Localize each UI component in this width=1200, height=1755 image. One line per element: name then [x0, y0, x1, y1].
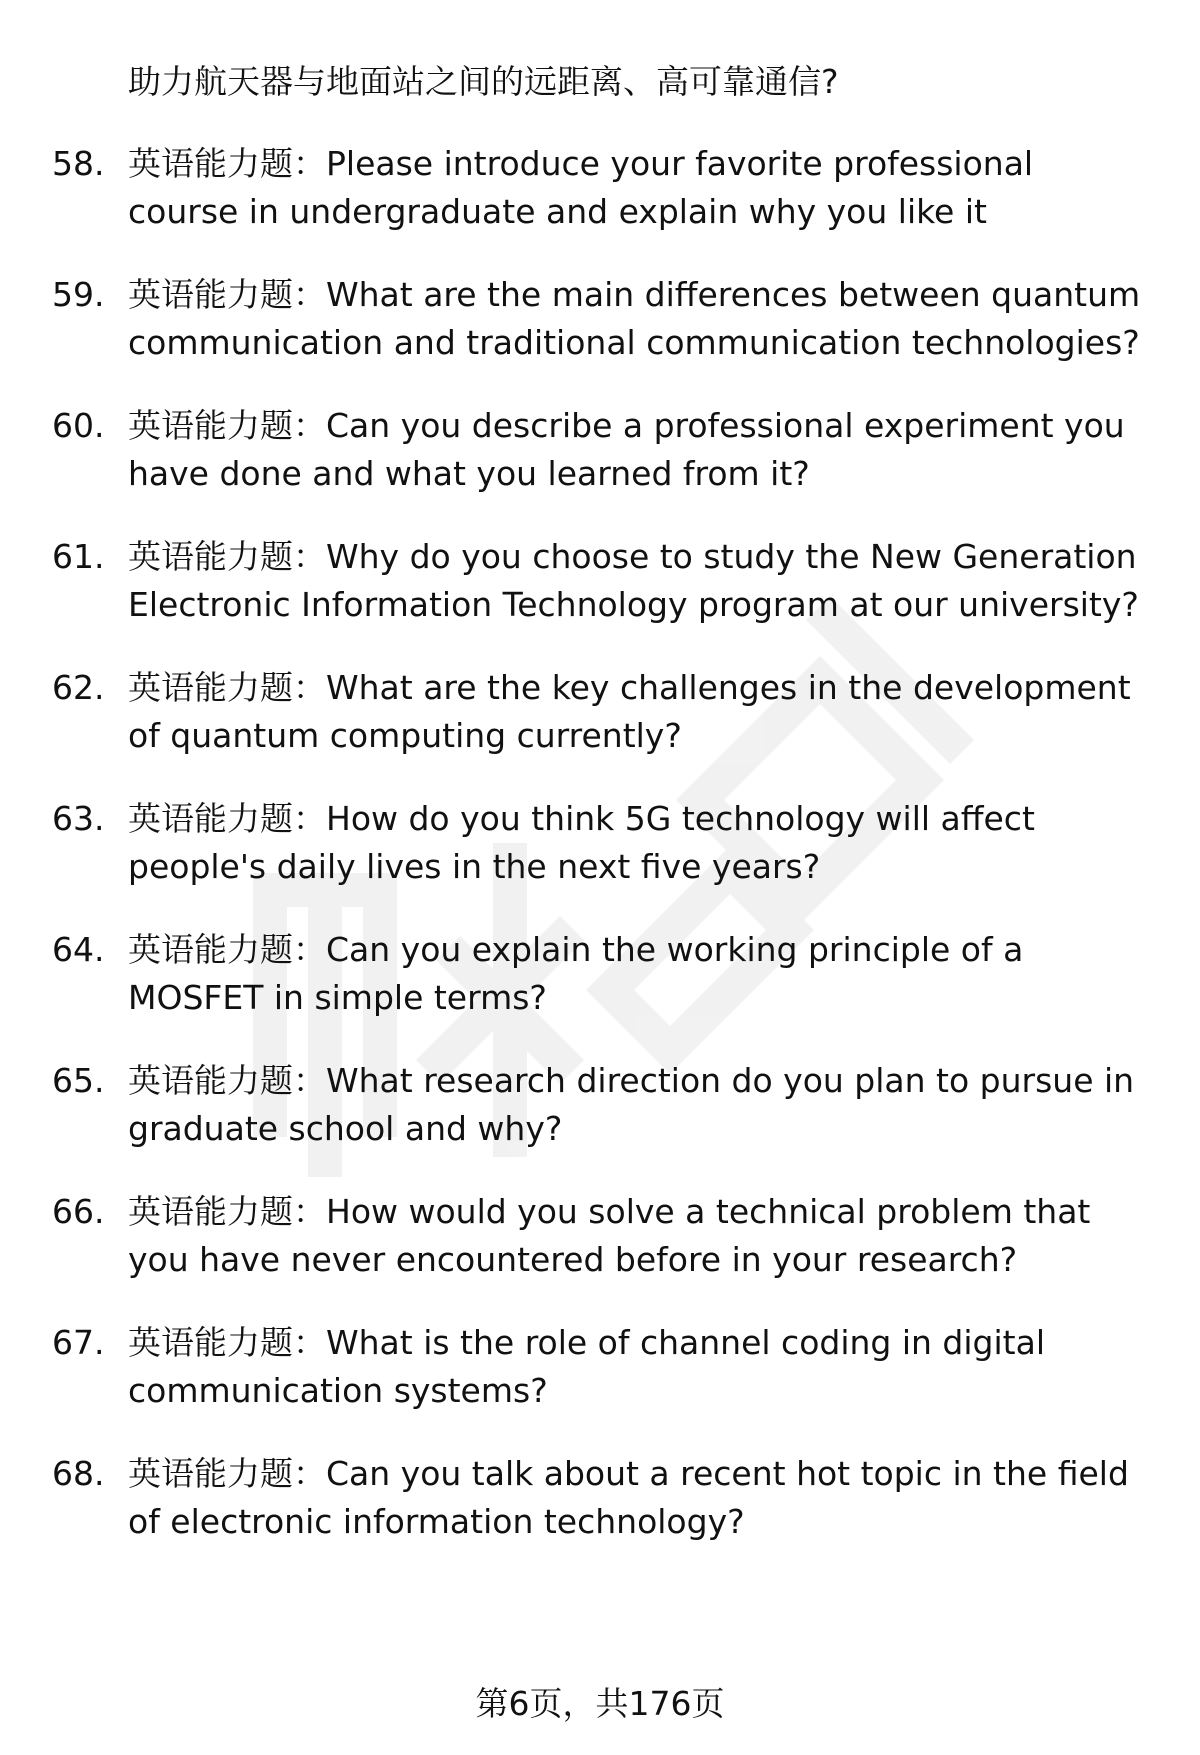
- question-item: [0, 1450, 1200, 1546]
- question-number: 65.: [52, 1061, 105, 1100]
- question-body: What are the key challenges in the development of quantum computing currently?: [128, 668, 1131, 755]
- question-item: [0, 533, 1200, 629]
- question-text: [128, 402, 1148, 498]
- question-item: [0, 795, 1200, 891]
- question-prefix: 英语能力题：: [128, 406, 326, 445]
- question-body: Can you explain the working principle of a MOSFET in simple terms?: [128, 930, 1024, 1017]
- question-number: 60.: [52, 406, 105, 445]
- question-text: [128, 140, 1148, 236]
- question-body: How do you think 5G technology will affect people's daily lives in the next five years?: [128, 799, 1035, 886]
- question-item: [0, 1319, 1200, 1415]
- question-number: 59.: [52, 275, 105, 314]
- question-prefix: 英语能力题：: [128, 537, 326, 576]
- continuation-text: 助力航天器与地面站之间的远距离、高可靠通信?: [128, 62, 839, 101]
- question-prefix: 英语能力题：: [128, 930, 326, 969]
- question-body: Please introduce your favorite professional course in undergraduate and explain why you like it: [128, 144, 1034, 231]
- question-body: Can you talk about a recent hot topic in the field of electronic information technology?: [128, 1454, 1129, 1541]
- question-item: [0, 664, 1200, 760]
- question-text: [128, 1057, 1148, 1153]
- question-prefix: 英语能力题：: [128, 668, 326, 707]
- question-text: [128, 1450, 1148, 1546]
- question-prefix: 英语能力题：: [128, 1323, 326, 1362]
- question-number: 62.: [52, 668, 105, 707]
- question-number: 64.: [52, 930, 105, 969]
- question-item: [0, 402, 1200, 498]
- question-number: 68.: [52, 1454, 105, 1493]
- question-body: What is the role of channel coding in digital communication systems?: [128, 1323, 1045, 1410]
- question-body: What are the main differences between quantum communication and traditional communication technologies?: [128, 275, 1141, 362]
- question-prefix: 英语能力题：: [128, 1192, 326, 1231]
- question-prefix: 英语能力题：: [128, 1061, 326, 1100]
- question-prefix: 英语能力题：: [128, 144, 326, 183]
- question-number: 58.: [52, 144, 105, 183]
- question-text: [128, 533, 1148, 629]
- question-body: What research direction do you plan to pursue in graduate school and why?: [128, 1061, 1135, 1148]
- question-number: 63.: [52, 799, 105, 838]
- question-text: [128, 795, 1148, 891]
- question-item: [0, 140, 1200, 236]
- question-number: 67.: [52, 1323, 105, 1362]
- question-number: 66.: [52, 1192, 105, 1231]
- question-item: [0, 1057, 1200, 1153]
- question-item: [0, 926, 1200, 1022]
- page-footer: 第6页，共176页: [475, 1684, 725, 1723]
- question-text: [128, 664, 1148, 760]
- question-item: [0, 271, 1200, 367]
- question-list: [0, 140, 1200, 1581]
- question-prefix: 英语能力题：: [128, 1454, 326, 1493]
- question-text: [128, 271, 1148, 367]
- question-prefix: 英语能力题：: [128, 799, 326, 838]
- question-text: [128, 1319, 1148, 1415]
- question-text: [128, 1188, 1148, 1284]
- question-item: [0, 1188, 1200, 1284]
- question-number: 61.: [52, 537, 105, 576]
- question-body: How would you solve a technical problem that you have never encountered before in your research?: [128, 1192, 1091, 1279]
- question-prefix: 英语能力题：: [128, 275, 326, 314]
- question-body: Can you describe a professional experiment you have done and what you learned from it?: [128, 406, 1125, 493]
- question-text: [128, 926, 1148, 1022]
- question-body: Why do you choose to study the New Generation Electronic Information Technology program at our university?: [128, 537, 1139, 624]
